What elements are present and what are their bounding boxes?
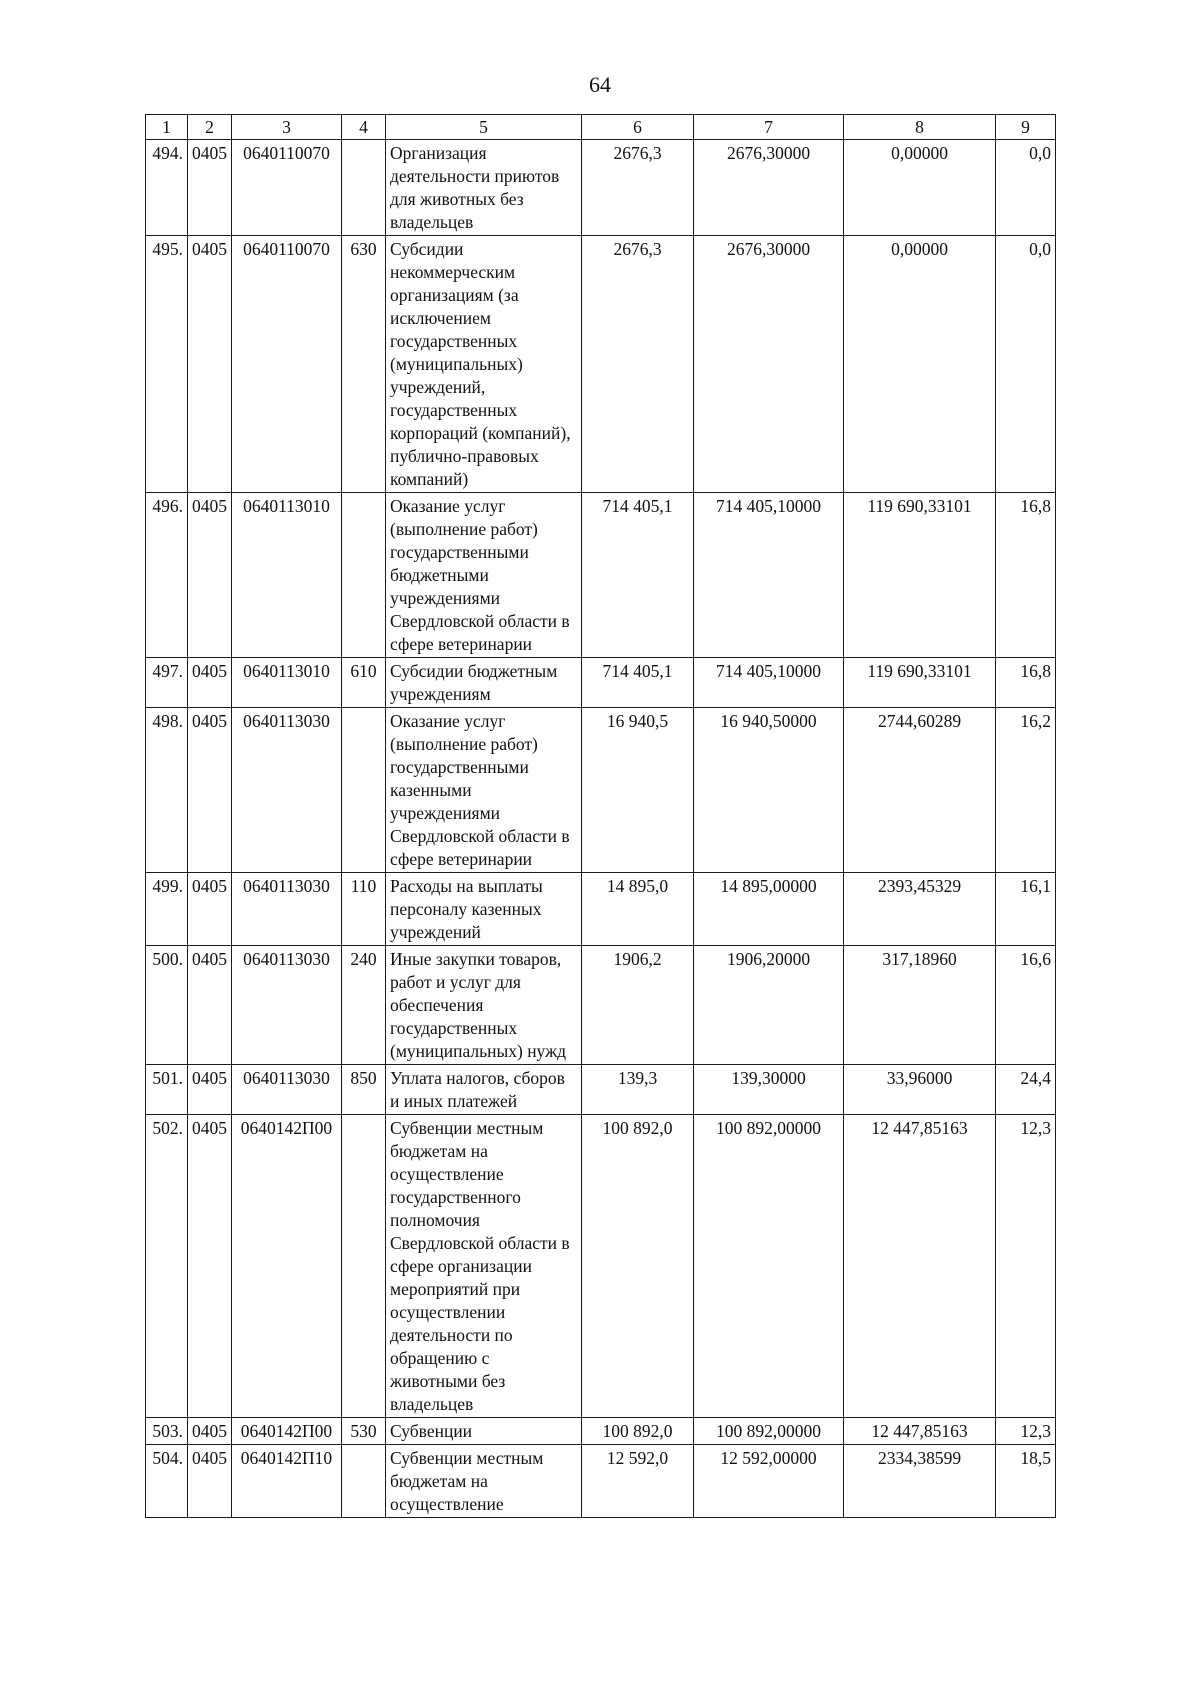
table-row	[146, 1445, 1056, 1518]
row-number-cell: 501.	[146, 1065, 188, 1115]
column-number: 7	[694, 115, 844, 140]
row-number-cell: 496.	[146, 493, 188, 658]
table-row	[146, 493, 1056, 658]
plan-amount-cell: 12 592,00000	[694, 1445, 844, 1518]
page-number: 64	[589, 72, 611, 97]
approved-amount-cell: 714 405,1	[582, 493, 694, 658]
section-code-cell: 0405	[188, 236, 232, 493]
section-code-cell: 0405	[188, 493, 232, 658]
expense-type-cell: 240	[342, 946, 386, 1065]
approved-amount-cell: 2676,3	[582, 236, 694, 493]
target-article-cell: 0640142П10	[232, 1445, 342, 1518]
executed-amount-cell: 0,00000	[844, 140, 996, 236]
item-name-cell: Расходы на выплаты персоналу казенных учреждений	[386, 873, 582, 946]
row-number-cell: 494.	[146, 140, 188, 236]
item-name-cell: Оказание услуг (выполнение работ) государственными казенными учреждениями Свердловской области в сфере ветеринарии	[386, 708, 582, 873]
approved-amount-cell: 16 940,5	[582, 708, 694, 873]
item-name-cell: Оказание услуг (выполнение работ) государственными бюджетными учреждениями Свердловской области в сфере ветеринарии	[386, 493, 582, 658]
executed-amount-cell: 119 690,33101	[844, 658, 996, 708]
row-number-cell: 500.	[146, 946, 188, 1065]
plan-amount-cell: 714 405,10000	[694, 658, 844, 708]
executed-amount-cell: 2334,38599	[844, 1445, 996, 1518]
target-article-cell: 0640142П00	[232, 1418, 342, 1445]
execution-percent-cell: 16,2	[996, 708, 1056, 873]
expense-type-cell	[342, 1445, 386, 1518]
row-number-cell: 497.	[146, 658, 188, 708]
column-number: 3	[232, 115, 342, 140]
executed-amount-cell: 12 447,85163	[844, 1418, 996, 1445]
column-number-row	[146, 115, 1056, 140]
table-row	[146, 708, 1056, 873]
approved-amount-cell: 12 592,0	[582, 1445, 694, 1518]
row-number-cell: 499.	[146, 873, 188, 946]
target-article-cell: 0640113030	[232, 1065, 342, 1115]
expense-type-cell: 110	[342, 873, 386, 946]
section-code-cell: 0405	[188, 658, 232, 708]
row-number-cell: 504.	[146, 1445, 188, 1518]
item-name-cell: Субвенции местным бюджетам на осуществление	[386, 1445, 582, 1518]
section-code-cell: 0405	[188, 1065, 232, 1115]
table-row	[146, 946, 1056, 1065]
plan-amount-cell: 16 940,50000	[694, 708, 844, 873]
executed-amount-cell: 12 447,85163	[844, 1115, 996, 1418]
table-row	[146, 140, 1056, 236]
execution-percent-cell: 0,0	[996, 140, 1056, 236]
executed-amount-cell: 119 690,33101	[844, 493, 996, 658]
plan-amount-cell: 2676,30000	[694, 236, 844, 493]
plan-amount-cell: 714 405,10000	[694, 493, 844, 658]
execution-percent-cell: 16,6	[996, 946, 1056, 1065]
column-number: 4	[342, 115, 386, 140]
target-article-cell: 0640113030	[232, 946, 342, 1065]
target-article-cell: 0640113030	[232, 708, 342, 873]
column-number: 8	[844, 115, 996, 140]
approved-amount-cell: 1906,2	[582, 946, 694, 1065]
approved-amount-cell: 100 892,0	[582, 1418, 694, 1445]
target-article-cell: 0640110070	[232, 236, 342, 493]
execution-percent-cell: 18,5	[996, 1445, 1056, 1518]
executed-amount-cell: 0,00000	[844, 236, 996, 493]
execution-percent-cell: 0,0	[996, 236, 1056, 493]
plan-amount-cell: 2676,30000	[694, 140, 844, 236]
plan-amount-cell: 14 895,00000	[694, 873, 844, 946]
table-row	[146, 236, 1056, 493]
column-number: 5	[386, 115, 582, 140]
execution-percent-cell: 16,8	[996, 658, 1056, 708]
item-name-cell: Уплата налогов, сборов и иных платежей	[386, 1065, 582, 1115]
item-name-cell: Субсидии некоммерческим организациям (за исключением государственных (муниципальных) учреждений, государственных корпораций (компаний), публично-правовых компаний)	[386, 236, 582, 493]
execution-percent-cell: 16,1	[996, 873, 1056, 946]
plan-amount-cell: 139,30000	[694, 1065, 844, 1115]
item-name-cell: Организация деятельности приютов для животных без владельцев	[386, 140, 582, 236]
row-number-cell: 502.	[146, 1115, 188, 1418]
target-article-cell: 0640113030	[232, 873, 342, 946]
approved-amount-cell: 14 895,0	[582, 873, 694, 946]
executed-amount-cell: 2744,60289	[844, 708, 996, 873]
plan-amount-cell: 100 892,00000	[694, 1115, 844, 1418]
expense-type-cell	[342, 1115, 386, 1418]
item-name-cell: Иные закупки товаров, работ и услуг для обеспечения государственных (муниципальных) нужд	[386, 946, 582, 1065]
execution-percent-cell: 12,3	[996, 1418, 1056, 1445]
expense-type-cell: 530	[342, 1418, 386, 1445]
target-article-cell: 0640113010	[232, 493, 342, 658]
table-row	[146, 1418, 1056, 1445]
table-row	[146, 1115, 1056, 1418]
item-name-cell: Субвенции	[386, 1418, 582, 1445]
table-row	[146, 873, 1056, 946]
execution-percent-cell: 16,8	[996, 493, 1056, 658]
table-row	[146, 1065, 1056, 1115]
section-code-cell: 0405	[188, 1115, 232, 1418]
column-number: 9	[996, 115, 1056, 140]
expense-type-cell	[342, 140, 386, 236]
executed-amount-cell: 317,18960	[844, 946, 996, 1065]
expense-type-cell: 610	[342, 658, 386, 708]
target-article-cell: 0640142П00	[232, 1115, 342, 1418]
section-code-cell: 0405	[188, 708, 232, 873]
execution-percent-cell: 24,4	[996, 1065, 1056, 1115]
approved-amount-cell: 100 892,0	[582, 1115, 694, 1418]
execution-percent-cell: 12,3	[996, 1115, 1056, 1418]
approved-amount-cell: 139,3	[582, 1065, 694, 1115]
plan-amount-cell: 100 892,00000	[694, 1418, 844, 1445]
expense-type-cell	[342, 708, 386, 873]
row-number-cell: 498.	[146, 708, 188, 873]
expense-type-cell: 630	[342, 236, 386, 493]
item-name-cell: Субвенции местным бюджетам на осуществление государственного полномочия Свердловской области в сфере организации мероприятий при осуществлении деятельности по обращению с животными без владельцев	[386, 1115, 582, 1418]
section-code-cell: 0405	[188, 946, 232, 1065]
row-number-cell: 495.	[146, 236, 188, 493]
column-number: 6	[582, 115, 694, 140]
section-code-cell: 0405	[188, 140, 232, 236]
budget-table	[145, 114, 1056, 1518]
target-article-cell: 0640110070	[232, 140, 342, 236]
expense-type-cell: 850	[342, 1065, 386, 1115]
executed-amount-cell: 2393,45329	[844, 873, 996, 946]
plan-amount-cell: 1906,20000	[694, 946, 844, 1065]
approved-amount-cell: 2676,3	[582, 140, 694, 236]
section-code-cell: 0405	[188, 873, 232, 946]
approved-amount-cell: 714 405,1	[582, 658, 694, 708]
target-article-cell: 0640113010	[232, 658, 342, 708]
column-number: 1	[146, 115, 188, 140]
expense-type-cell	[342, 493, 386, 658]
item-name-cell: Субсидии бюджетным учреждениям	[386, 658, 582, 708]
table-row	[146, 658, 1056, 708]
section-code-cell: 0405	[188, 1445, 232, 1518]
row-number-cell: 503.	[146, 1418, 188, 1445]
section-code-cell: 0405	[188, 1418, 232, 1445]
executed-amount-cell: 33,96000	[844, 1065, 996, 1115]
column-number: 2	[188, 115, 232, 140]
